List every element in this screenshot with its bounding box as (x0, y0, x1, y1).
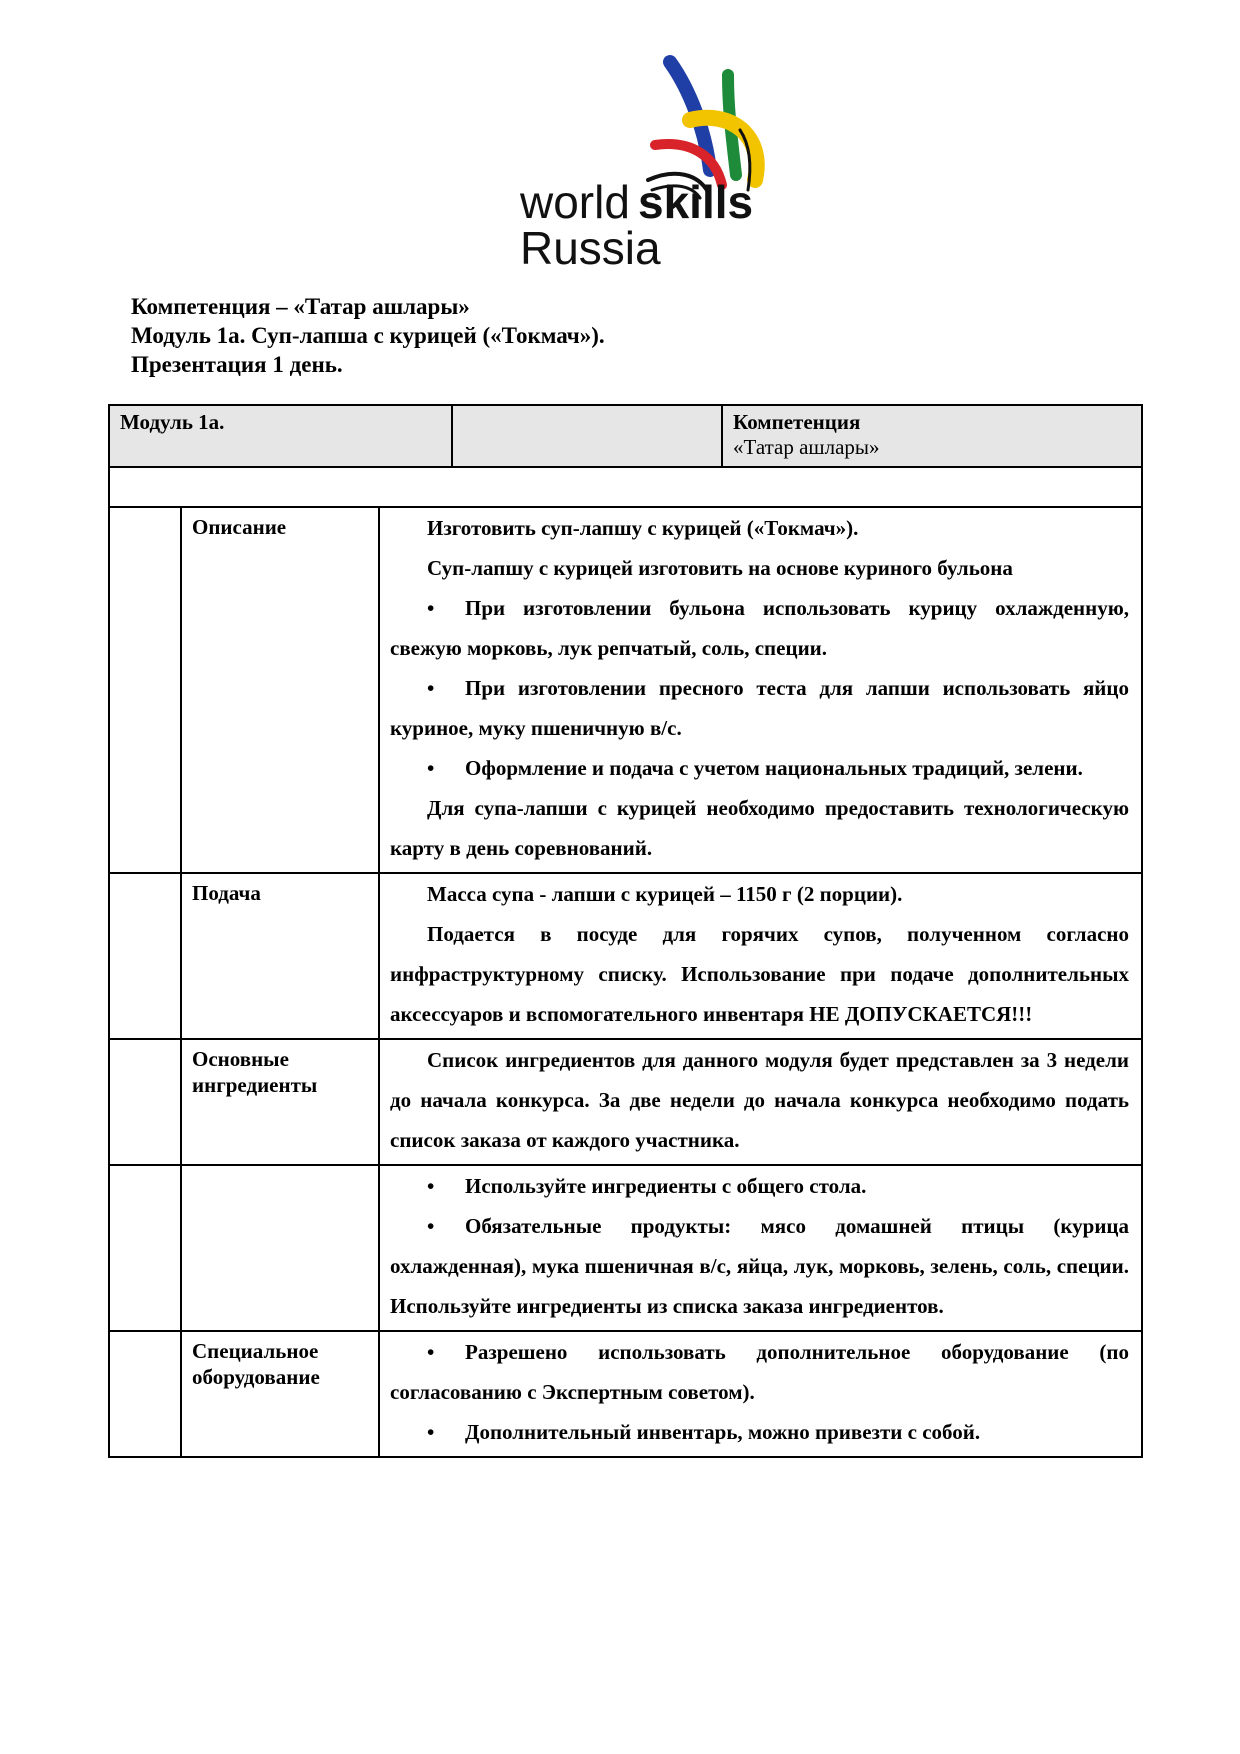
bullet-paragraph: • Дополнительный инвентарь, можно привезти с собой. (390, 1412, 1129, 1452)
row-label-empty (181, 1165, 379, 1331)
bullet-icon: • (427, 1214, 435, 1238)
row-number-cell (109, 507, 181, 873)
bullet-paragraph: • Обязательные продукты: мясо домашней птицы (курица охлажденная), мука пшеничная в/с, яйца, лук, морковь, зелень, соль, специи. Используйте ингредиенты из списка заказа ингредиентов. (390, 1206, 1129, 1326)
logo-word-skills: skills (638, 176, 754, 228)
bullet-icon: • (427, 1174, 435, 1198)
bullet-paragraph: • Оформление и подача с учетом национальных традиций, зелени. (390, 748, 1129, 788)
header-competence-label: Компетенция (733, 410, 861, 434)
row-content-products (379, 1165, 1142, 1331)
row-number-cell (109, 873, 181, 1039)
bullet-icon: • (427, 756, 435, 780)
row-content-ingredients (379, 1039, 1142, 1165)
header-module-cell: Модуль 1а. (109, 405, 452, 467)
paragraph: Суп-лапшу с курицей изготовить на основе куриного бульона (427, 556, 1013, 580)
row-number-cell (109, 1331, 181, 1457)
worldskills-russia-logo (500, 50, 790, 270)
row-content-serving (379, 873, 1142, 1039)
heading-module: Модуль 1а. Суп-лапша с курицей («Токмач»). (131, 323, 605, 348)
logo-word-russia: Russia (520, 222, 661, 270)
header-empty-cell (452, 405, 722, 467)
bullet-icon: • (427, 1420, 435, 1444)
paragraph: Список ингредиентов для данного модуля будет представлен за 3 недели до начала конкурса. За две недели до начала конкурса необходимо подать список заказа от каждого участника. (390, 1048, 1130, 1152)
paragraph: Для супа-лапши с курицей необходимо предоставить технологическую карту в день соревнований. (390, 796, 1130, 860)
paragraph: Изготовить суп-лапшу с курицей («Токмач»). (427, 516, 859, 540)
table-spacer-row (109, 467, 1142, 507)
paragraph: Подается в посуде для горячих супов, полученном согласно инфраструктурному списку. Использование при подаче дополнительных аксессуаров и вспомогательного инвентаря НЕ ДОПУСКАЕТСЯ!!! (390, 922, 1130, 1026)
table-header-row (109, 405, 1142, 467)
row-content-description (379, 507, 1142, 873)
bullet-paragraph: • Разрешено использовать дополнительное оборудование (по согласованию с Экспертным советом). (390, 1332, 1129, 1412)
bullet-icon: • (427, 1340, 435, 1364)
header-competence-cell (722, 405, 1142, 467)
table-row (109, 507, 1142, 873)
bullet-paragraph: • Используйте ингредиенты с общего стола. (390, 1166, 1129, 1206)
table-row (109, 1165, 1142, 1331)
header-competence-value: «Татар ашлары» (733, 435, 880, 459)
row-label-ingredients: Основные ингредиенты (181, 1039, 379, 1165)
module-table (108, 404, 1143, 1458)
row-content-equipment (379, 1331, 1142, 1457)
row-label-description: Описание (181, 507, 379, 873)
bullet-icon: • (427, 676, 435, 700)
document-heading (131, 292, 1031, 379)
table-row (109, 1039, 1142, 1165)
heading-presentation: Презентация 1 день. (131, 352, 343, 377)
bullet-paragraph: • При изготовлении пресного теста для лапши использовать яйцо куриное, муку пшеничную в/с. (390, 668, 1129, 748)
table-row (109, 873, 1142, 1039)
logo-word-world: world (520, 176, 630, 228)
row-number-cell (109, 1039, 181, 1165)
row-label-serving: Подача (181, 873, 379, 1039)
paragraph: Масса супа - лапши с курицей – 1150 г (2 порции). (427, 882, 903, 906)
row-label-equipment: Специальное оборудование (181, 1331, 379, 1457)
heading-competence: Компетенция – «Татар ашлары» (131, 294, 470, 319)
bullet-paragraph: • При изготовлении бульона использовать курицу охлажденную, свежую морковь, лук репчатый, соль, специи. (390, 588, 1129, 668)
bullet-icon: • (427, 596, 435, 620)
row-number-cell (109, 1165, 181, 1331)
table-row (109, 1331, 1142, 1457)
